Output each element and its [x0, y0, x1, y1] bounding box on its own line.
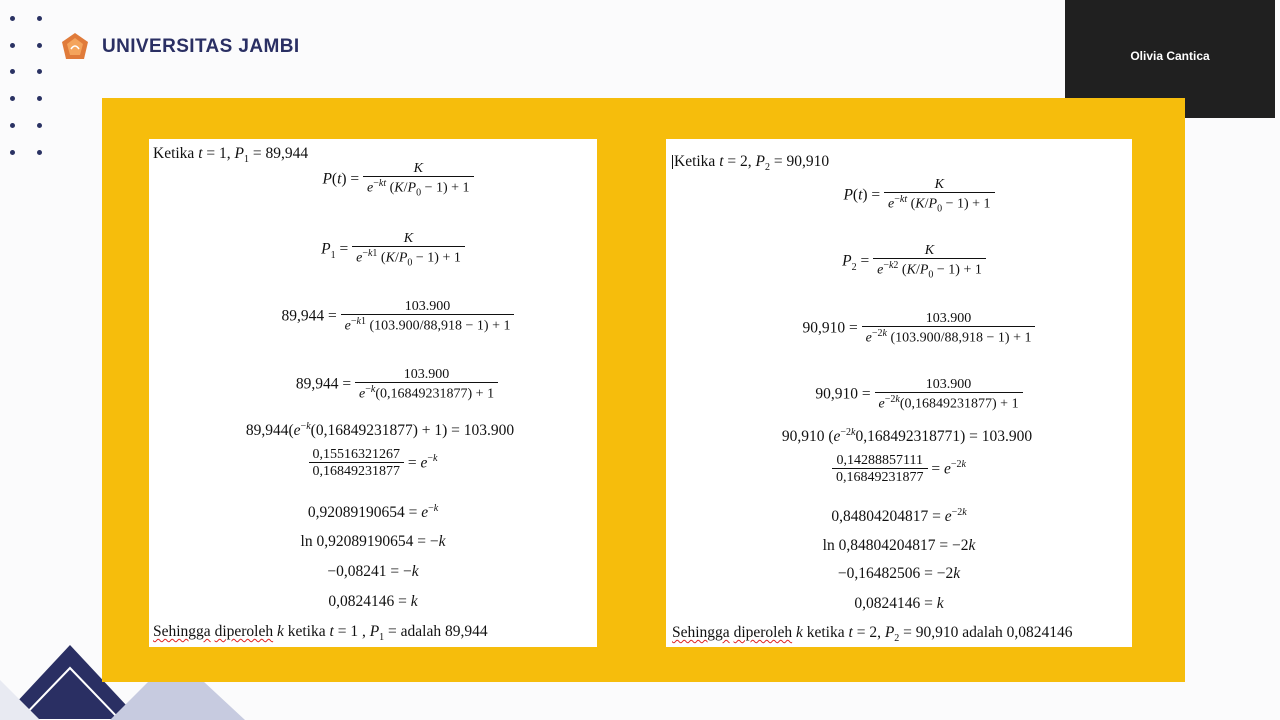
condition-line: Ketika t = 2, $P_2 = 90,910$: [674, 153, 830, 174]
slide-frame: [102, 98, 1185, 682]
conclusion-line: Sehingga diperoleh k ketika t = 1 , $P_1$ = adalah 89,944: [153, 623, 488, 644]
substitution-2: 89,944 = $\frac{103.900}{e^{-k}(0,16849231877) + 1}$: [149, 367, 597, 403]
value-equation: $0,92089190654 = e^{-k}$: [307, 503, 439, 522]
ratio-equation: $\frac{0,14288857111}{0,16849231877}$ = $e^{-2k}$: [666, 453, 1132, 486]
formula-p1: $P_1$ = $\frac{K}{e^{-k1} (K/P_0 - 1) + 1}$: [149, 231, 597, 269]
negative-k-equation: −0,16482506 = −2k: [837, 565, 961, 582]
formula-general: P(t) = $\frac{K}{e^{-kt} (K/P_0 - 1) + 1}$: [149, 161, 597, 199]
condition-line: Ketika t = 1, $P_1 = 89,944$: [153, 145, 309, 166]
university-logo-icon: [60, 32, 90, 62]
calculation-panel-t2: [666, 139, 1132, 647]
formula-general: P(t) = $\frac{K}{e^{-kt} (K/P_0 - 1) + 1}$: [666, 177, 1132, 215]
ratio-equation: $\frac{0,15516321267}{0,16849231877}$ = $e^{-k}$: [149, 447, 597, 480]
substitution-1: 89,944 = $\frac{103.900}{e^{-k1} (103.900/88,918 - 1) + 1}$: [149, 299, 597, 335]
university-name: UNIVERSITAS JAMBI: [102, 36, 300, 57]
formula-p2: $P_2$ = $\frac{K}{e^{-k2} (K/P_0 - 1) + 1}$: [666, 243, 1132, 281]
k-result: 0,0824146 = k: [854, 595, 944, 612]
header: [60, 32, 300, 62]
participant-name: Olivia Cantica: [1130, 49, 1210, 63]
ln-equation: ln 0,84804204817 = −2k: [822, 537, 976, 554]
substitution-2: 90,910 = $\frac{103.900}{e^{-2k}(0,16849231877) + 1}$: [666, 377, 1132, 413]
multiplied-equation: 90,910 $(e^{-2k}0,168492318771) = 103.900$: [781, 427, 1033, 446]
conclusion-line: Sehingga diperoleh k ketika t = 2, $P_2 = 90,910$ adalah 0,0824146: [672, 624, 1073, 645]
value-equation: $0,84804204817 = e^{-2k}$: [831, 507, 967, 526]
substitution-1: 90,910 = $\frac{103.900}{e^{-2k} (103.900/88,918 - 1) + 1}$: [666, 311, 1132, 347]
k-result: 0,0824146 = k: [328, 593, 418, 610]
calculation-panel-t1: [149, 139, 597, 647]
negative-k-equation: −0,08241 = −k: [327, 563, 419, 580]
multiplied-equation: $89,944(e^{-k}(0,16849231877) + 1) = 103.900$: [245, 421, 515, 440]
ln-equation: ln 0,92089190654 = −k: [300, 533, 446, 550]
